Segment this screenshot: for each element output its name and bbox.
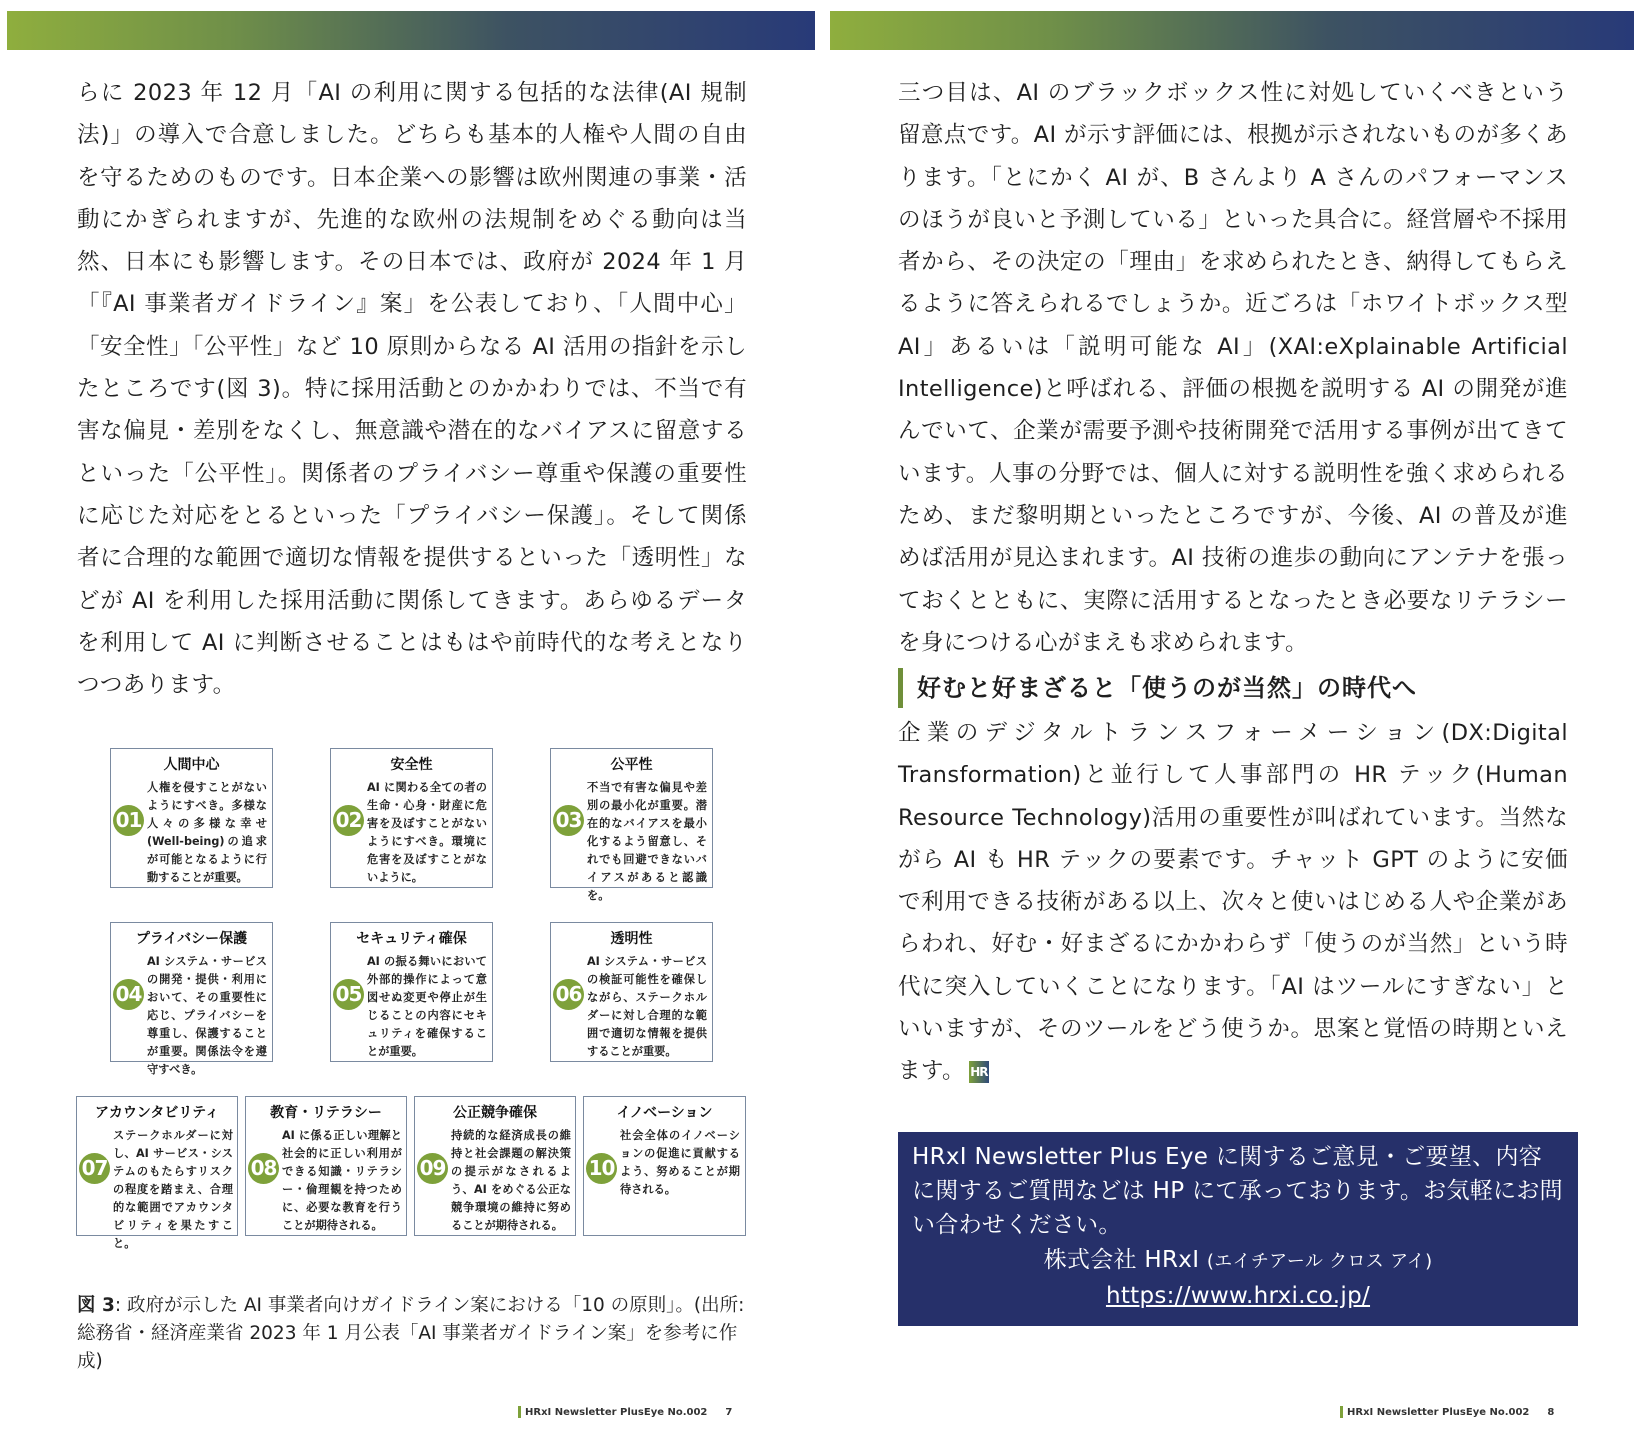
caption-label: 図 3: [77, 1295, 115, 1316]
footer: [518, 1406, 732, 1418]
principle-description: AI システム・サービスの検証可能性を確保しながら、ステークホルダーに対し合理的な範囲で適切な情報を提供することが重要。: [587, 955, 707, 1058]
principle-description: 社会全体のイノベーションの促進に貢献するよう、努めることが期待される。: [620, 1129, 740, 1196]
principle-title: プライバシー保護: [135, 931, 248, 947]
principle-description: AI に係る正しい理解と社会的に正しい利用ができる知識・リテラシー・倫理観を持つために、必要な教育を行うことが期待される。: [282, 1129, 402, 1232]
principle-card: [330, 748, 493, 888]
principle-number: 03: [553, 805, 584, 836]
principle-number: 06: [553, 979, 584, 1010]
footer-title: HRxI Newsletter PlusEye No.002: [525, 1406, 708, 1418]
principle-title: アカウンタビリティ: [95, 1105, 219, 1121]
principle-title: 公平性: [610, 757, 653, 773]
principle-title: イノベーション: [616, 1105, 713, 1121]
footer-accent-bar: [1340, 1406, 1343, 1418]
principle-description: AI システム・サービスの開発・提供・利用において、その重要性に応じ、プライバシーを尊重し、保護することが重要。関係法令を遵守すべき。: [147, 955, 267, 1076]
right-paragraph-2: [898, 712, 1568, 1093]
principle-number: 02: [333, 805, 364, 836]
principle-title: 教育・リテラシー: [270, 1105, 382, 1121]
principle-number: 04: [113, 979, 144, 1010]
principle-card: [550, 922, 713, 1062]
principle-number: 01: [113, 805, 144, 836]
principle-title: セキュリティ確保: [356, 931, 467, 947]
principle-title: 人間中心: [163, 757, 220, 773]
principle-card: [330, 922, 493, 1062]
contact-box: [898, 1132, 1578, 1326]
principle-title: 透明性: [610, 931, 653, 947]
principle-description: AI の振る舞いにおいて外部的操作によって意図せぬ変更や停止が生じることの内容にセキュリティを確保することが重要。: [367, 955, 487, 1058]
principle-card: [583, 1096, 746, 1236]
figure-10-principles: [0, 748, 820, 1248]
principle-description: AI に関わる全ての者の生命・心身・財産に危害を及ぼすことがないようにすべき。環境に危害を及ぼすことがないように。: [367, 781, 487, 884]
footer-title: HRxI Newsletter PlusEye No.002: [1347, 1406, 1530, 1418]
principle-card: [245, 1096, 407, 1236]
principle-title: 公正競争確保: [453, 1105, 537, 1121]
principle-number: 08: [248, 1153, 279, 1184]
principle-number: 10: [586, 1153, 617, 1184]
page-number: 8: [1547, 1406, 1555, 1418]
website-link[interactable]: https://www.hrxi.co.jp/: [1105, 1283, 1371, 1309]
contact-text: HRxI Newsletter Plus Eye に関するご意見・ご要望、内容に関するご質問などは HP にて承っております。お気軽にお問い合わせください。: [912, 1144, 1563, 1238]
principle-number: 07: [79, 1153, 110, 1184]
principle-description: 持続的な経済成長の維持と社会課題の解決策の提示がなされるよう、AI をめぐる公正な競争環境の維持に努めることが期待される。: [451, 1129, 571, 1232]
principle-number: 09: [417, 1153, 448, 1184]
principle-title: 安全性: [390, 757, 433, 773]
left-body-text: らに 2023 年 12 月「AI の利用に関する包括的な法律(AI 規制法)」の導入で合意しました。どちらも基本的人権や人間の自由を守るためのものです。日本企業への影響は欧州関連の事業・活動にかぎられますが、先進的な欧州の法規制をめぐる動向は当然、日本にも影響します。その日本では、政府が 2024 年 1 月「『AI 事業者ガイドライン』案」を公表しており、「人間中心」「安全性」「公平性」など 10 原則からなる AI 活用の指針を示したところです(図 3)。特に採用活動とのかかわりでは、不当で有害な偏見・差別をなくし、無意識や潜在的なバイアスに留意するといった「公平性」。関係者のプライバシー尊重や保護の重要性に応じた対応をとるといった「プライバシー保護」。そして関係者に合理的な範囲で適切な情報を提供するといった「透明性」などが AI を利用した採用活動に関係してきます。あらゆるデータを利用して AI に判断させることはもはや前時代的な考えとなりつつあります。: [77, 80, 747, 699]
page-number: 7: [725, 1406, 733, 1418]
header-gradient-bar: [7, 11, 815, 50]
caption-text: : 政府が示した AI 事業者向けガイドライン案における「10 の原則」。(出所:総務省・経済産業省 2023 年 1 月公表「AI 事業者ガイドライン案」を参考に作成): [77, 1295, 745, 1372]
principle-card: [76, 1096, 238, 1250]
right-page: [820, 0, 1640, 1456]
company-label: 株式会社 HRxI: [1043, 1247, 1200, 1273]
company-reading: (エイチアール クロス アイ): [1206, 1251, 1433, 1272]
hrxi-end-mark-icon: HR: [969, 1061, 989, 1083]
footer: [1340, 1406, 1554, 1418]
principle-number: 05: [333, 979, 364, 1010]
figure-caption: [77, 1292, 749, 1376]
principle-card: [550, 748, 713, 902]
principle-card: [110, 748, 273, 888]
principle-card: [414, 1096, 576, 1236]
footer-accent-bar: [518, 1406, 521, 1418]
principle-description: 不当で有害な偏見や差別の最小化が重要。潜在的なバイアスを最小化するよう留意し、それでも回避できないバイアスがあると認識を。: [587, 781, 707, 902]
company-name: [912, 1243, 1564, 1279]
paragraph-2-text: 企業のデジタルトランスフォーメーション(DX:Digital Transformation)と並行して人事部門の HR テック(Human Resource Technology)活用の重要性が叫ばれています。当然ながら AI も HR テックの要素です。チャット GPT のように安価で利用できる技術がある以上、次々と使いはじめる人や企業があらわれ、好む・好まざるにかかわらず「使うのが当然」という時代に突入していくことになります。「AI はツールにすぎない」といいますが、そのツールをどう使うか。思案と覚悟の時期といえます。: [898, 720, 1568, 1085]
principle-description: ステークホルダーに対し、AI サービス・システムのもたらすリスクの程度を踏まえ、合理的な範囲でアカウンタビリティを果たすこと。: [113, 1129, 233, 1250]
section-heading: 好むと好まざると「使うのが当然」の時代へ: [898, 668, 1578, 708]
principle-card: [110, 922, 273, 1076]
right-paragraph-1: 三つ目は、AI のブラックボックス性に対処していくべきという留意点です。AI が示す評価には、根拠が示されないものが多くあります。「とにかく AI が、B さんより A さんのパフォーマンスのほうが良いと予測している」といった具合に。経営層や不採用者から、その決定の「理由」を求められたとき、納得してもらえるように答えられるでしょうか。近ごろは「ホワイトボックス型 AI」あるいは「説明可能な AI」(XAI:eXplainable Artificial Intelligence)と呼ばれる、評価の根拠を説明する AI の開発が進んでいて、企業が需要予測や技術開発で活用する事例が出てきています。人事の分野では、個人に対する説明性を強く求められるため、まだ黎明期といったところですが、今後、AI の普及が進めば活用が見込まれます。AI 技術の進歩の動向にアンテナを張っておくとともに、実際に活用するとなったとき必要なリテラシーを身につける心がまえも求められます。: [898, 80, 1568, 656]
principle-description: 人権を侵すことがないようにすべき。多様な人々の多様な幸せ(Well-being)の追求が可能となるように行動することが重要。: [147, 781, 267, 884]
header-gradient-bar: [830, 11, 1634, 50]
